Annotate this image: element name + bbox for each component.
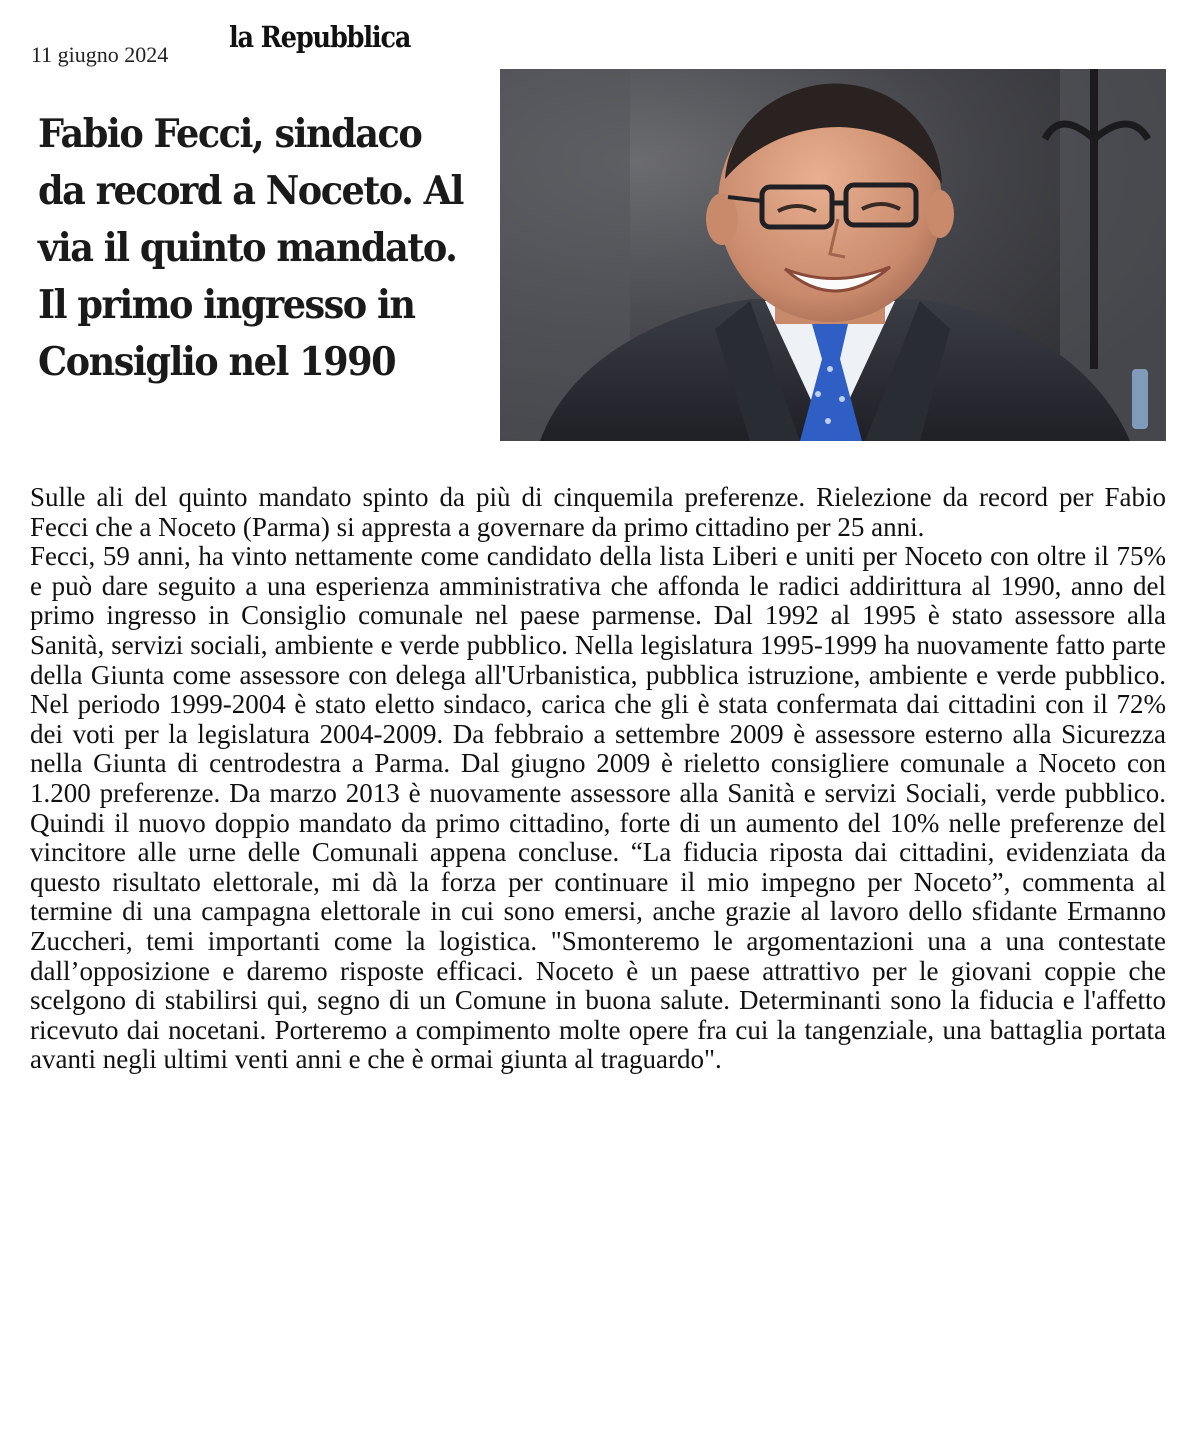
article-paragraph: Sulle ali del quinto mandato spinto da più di cinquemila preferenze. Rielezione da record per Fabio Fecci che a Noceto (Parma) si appresta a governare da primo cittadino per 25 anni.: [30, 482, 1166, 542]
article-photo: [500, 69, 1166, 441]
publication-date: 11 giugno 2024: [31, 42, 169, 67]
article-paragraph: Fecci, 59 anni, ha vinto nettamente come candidato della lista Liberi e uniti per Noceto con oltre il 75% e può dare seguito a una esperienza amministrativa che affonda le radici addirittura al 1990, anno del primo ingresso in Consiglio comunale nel paese parmense. Dal 1992 al 1995 è stato assessore alla Sanità, servizi sociali, ambiente e verde pubblico. Nella legislatura 1995-1999 ha nuovamente fatto parte della Giunta come assessore con delega all'Urbanistica, pubblica istruzione, ambiente e verde pubblico. Nel periodo 1999-2004 è stato eletto sindaco, carica che gli è stata confermata dai cittadini con il 72% dei voti per la legislatura 2004-2009. Da febbraio a settembre 2009 è assessore esterno alla Sicurezza nella Giunta di centrodestra a Parma. Dal giugno 2009 è rieletto consigliere comunale a Noceto con 1.200 preferenze. Da marzo 2013 è nuovamente assessore alla Sanità e servizi Sociali, verde pubblico. Quindi il nuovo doppio mandato da primo cittadino, forte di un aumento del 10% nelle preferenze del vincitore alle urne delle Comunali appena concluse. “La fiducia riposta dai cittadini, evidenziata da questo risultato elettorale, mi dà la forza per continuare il mio impegno per Noceto”, commenta al termine di una campagna elettorale in cui sono emersi, anche grazie al lavoro dello sfidante Ermanno Zuccheri, temi importanti come la logistica. "Smonteremo le argomentazioni una a una contestate dall’opposizione e daremo risposte efficaci. Noceto è un paese attrattivo per le giovani coppie che scelgono di stabilirsi qui, segno di un Comune in buona salute. Determinanti sono la fiducia e l'affetto ricevuto dai nocetani. Porteremo a compimento molte opere fra cui la tangenziale, una battaglia portata avanti negli ultimi venti anni e che è ormai giunta al traguardo".: [30, 541, 1166, 1075]
article-headline: Fabio Fecci, sindaco da record a Noceto. Al via il quinto mandato. Il primo ingresso in Consiglio nel 1990: [38, 111, 463, 385]
newspaper-masthead: la Repubblica: [229, 20, 411, 54]
article-body: [30, 483, 1166, 1075]
